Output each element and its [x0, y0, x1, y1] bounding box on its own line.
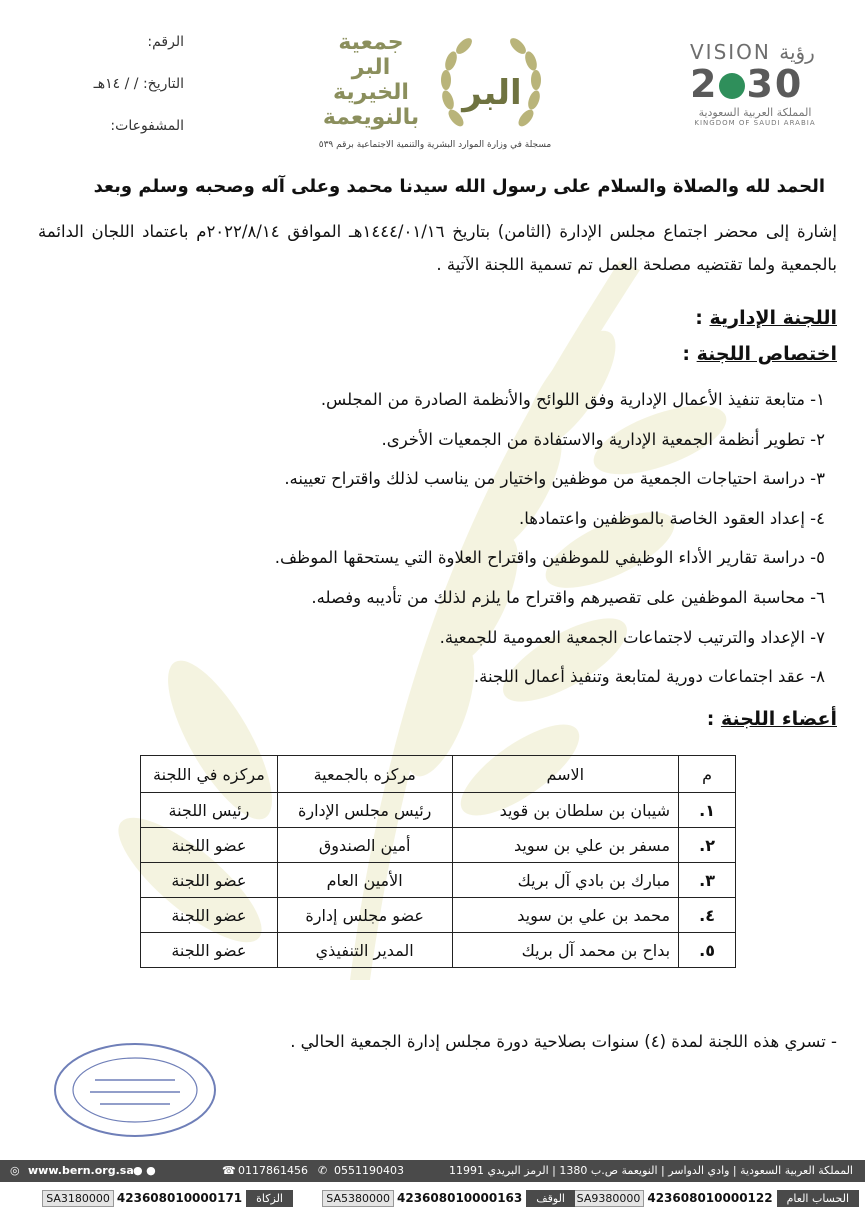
table-cell: ٥. [679, 933, 736, 968]
table-cell: ٢. [679, 828, 736, 863]
phone-number: 0117861456 [238, 1164, 308, 1177]
table-cell: مسفر بن علي بن سويد [452, 828, 679, 863]
table-cell: بداح بن محمد آل بريك [452, 933, 679, 968]
members-title: أعضاء اللجنة : [706, 708, 837, 730]
table-cell: رئيس مجلس الإدارة [277, 793, 452, 828]
account-label: الزكاة [246, 1190, 293, 1207]
table-cell: ٤. [679, 898, 736, 933]
task-item: ٨- عقد اجتماعات دورية لمتابعة وتنفيذ أعمال اللجنة. [473, 667, 825, 687]
table-row [141, 828, 736, 863]
account-number: 423608010000122 [647, 1191, 773, 1205]
mobile-icon: ✆ [318, 1164, 328, 1177]
account-code: SA9380000 [573, 1190, 645, 1207]
table-cell: الأمين العام [277, 863, 452, 898]
table-cell: المدير التنفيذي [277, 933, 452, 968]
table-cell: شيبان بن سلطان بن قويد [452, 793, 679, 828]
ref-label: الرقم: [147, 34, 184, 50]
fax-icon: ☎ [222, 1164, 236, 1177]
org-name [318, 30, 424, 130]
attachments-label: المشفوعات: [110, 118, 184, 134]
table-header: الاسم [452, 756, 679, 793]
account-number: 423608010000171 [116, 1191, 243, 1205]
task-item: ٧- الإعداد والترتيب لاجتماعات الجمعية العمومية للجمعية. [439, 627, 825, 647]
committee-title: اللجنة الإدارية : [695, 307, 837, 329]
opening-praise: الحمد لله والصلاة والسلام على رسول الله سيدنا محمد وعلى آله وصحبه وسلم وبعد [93, 176, 825, 197]
vision-country-ar: المملكة العربية السعودية [698, 106, 812, 119]
footer-accounts-bar [0, 1188, 865, 1214]
date-label: التاريخ: / / ١٤هـ [93, 76, 184, 92]
task-item: ٥- دراسة تقارير الأداء الوظيفي للموظفين واقتراح العلاوة التي يستحقها الموظف. [274, 548, 825, 568]
table-row [141, 863, 736, 898]
org-name-line: جمعية [338, 30, 404, 55]
globe-icon: ◎ [10, 1164, 20, 1177]
vision-year-b: 30 [746, 62, 804, 106]
org-stamp-icon [50, 1040, 220, 1140]
table-cell: عضو مجلس إدارة [277, 898, 452, 933]
table-row [141, 898, 736, 933]
account-general [573, 1190, 859, 1210]
table-cell: مبارك بن بادي آل بريك [452, 863, 679, 898]
members-table [140, 755, 736, 968]
table-header-row [141, 756, 736, 793]
committee-title-text: اللجنة الإدارية [709, 307, 837, 329]
table-row [141, 793, 736, 828]
table-header: مركزه في اللجنة [141, 756, 278, 793]
table-cell: ٣. [679, 863, 736, 898]
account-label: الحساب العام [777, 1190, 859, 1207]
account-number: 423608010000163 [397, 1191, 523, 1205]
social-icons: ● ● [133, 1164, 156, 1177]
mobile-number: 0551190403 [334, 1164, 404, 1177]
account-waqf [322, 1190, 575, 1210]
document-meta [14, 30, 184, 156]
tasks-title: اختصاص اللجنة : [682, 343, 837, 365]
footer-contact-bar [0, 1160, 865, 1182]
table-cell: أمين الصندوق [277, 828, 452, 863]
vision-palm-icon [719, 73, 745, 99]
registration-text: مسجلة في وزارة الموارد البشرية والتنمية الاجتماعية برقم ٥٣٩ [318, 140, 552, 150]
vision-country-en: KINGDOM OF SAUDI ARABIA [694, 119, 816, 127]
task-item: ١- متابعة تنفيذ الأعمال الإدارية وفق اللوائح والأنظمة الصادرة من المجلس. [320, 390, 825, 409]
org-name-line: البر [351, 55, 391, 80]
table-cell: عضو اللجنة [141, 933, 278, 968]
validity-note: - تسري هذه اللجنة لمدة (٤) سنوات بصلاحية دورة مجلس إدارة الجمعية الحالي . [290, 1032, 837, 1051]
account-code: SA5380000 [322, 1190, 394, 1207]
vision-2030-logo [690, 40, 840, 127]
wheat-logo-icon [436, 32, 546, 140]
account-label: الوقف [526, 1190, 575, 1207]
task-item: ٦- محاسبة الموظفين على تقصيرهم واقتراح ما يلزم لذلك من تأديبه وفصله. [311, 587, 825, 607]
tasks-title-text: اختصاص اللجنة [696, 343, 837, 365]
vision-title: VISION رؤية [690, 40, 815, 64]
table-cell: محمد بن علي بن سويد [452, 898, 679, 933]
table-cell: رئيس اللجنة [141, 793, 278, 828]
vision-year-a: 2 [690, 62, 719, 106]
account-zakat [42, 1190, 293, 1210]
table-cell: ١. [679, 793, 736, 828]
task-item: ٢- تطوير أنظمة الجمعية الإدارية والاستفادة من الجمعيات الأخرى. [381, 429, 825, 449]
intro-paragraph: إشارة إلى محضر اجتماع مجلس الإدارة (الثامن) بتاريخ ١٤٤٤/٠١/١٦هـ الموافق ٢٠٢٢/٨/١٤م باعتماد اللجان الدائمة بالجمعية ولما تقتضيه مصلحة العمل تم تسمية اللجنة الآتية . [38, 222, 837, 274]
logo-word: البر [462, 73, 522, 113]
members-title-text: أعضاء اللجنة [720, 708, 837, 730]
table-header: م [679, 756, 736, 793]
table-row [141, 933, 736, 968]
tasks-list [65, 380, 825, 697]
footer-address: المملكة العربية السعودية | وادي الدواسر | النويعمة ص.ب 1380 | الرمز البريدي 11991 [448, 1164, 853, 1177]
website-link[interactable]: www.bern.org.sa [28, 1164, 134, 1177]
vision-year [690, 62, 840, 106]
task-item: ٣- دراسة احتياجات الجمعية من موظفين واختيار من يناسب لذلك واقتراح تعيينه. [284, 469, 825, 489]
account-code: SA3180000 [42, 1190, 114, 1207]
org-name-line: بالنويعمة [322, 105, 420, 130]
org-name-line: الخيرية [333, 80, 409, 105]
table-cell: عضو اللجنة [141, 898, 278, 933]
table-header: مركزه بالجمعية [277, 756, 452, 793]
task-item: ٤- إعداد العقود الخاصة بالموظفين واعتمادها. [518, 508, 825, 528]
table-cell: عضو اللجنة [141, 828, 278, 863]
table-cell: عضو اللجنة [141, 863, 278, 898]
